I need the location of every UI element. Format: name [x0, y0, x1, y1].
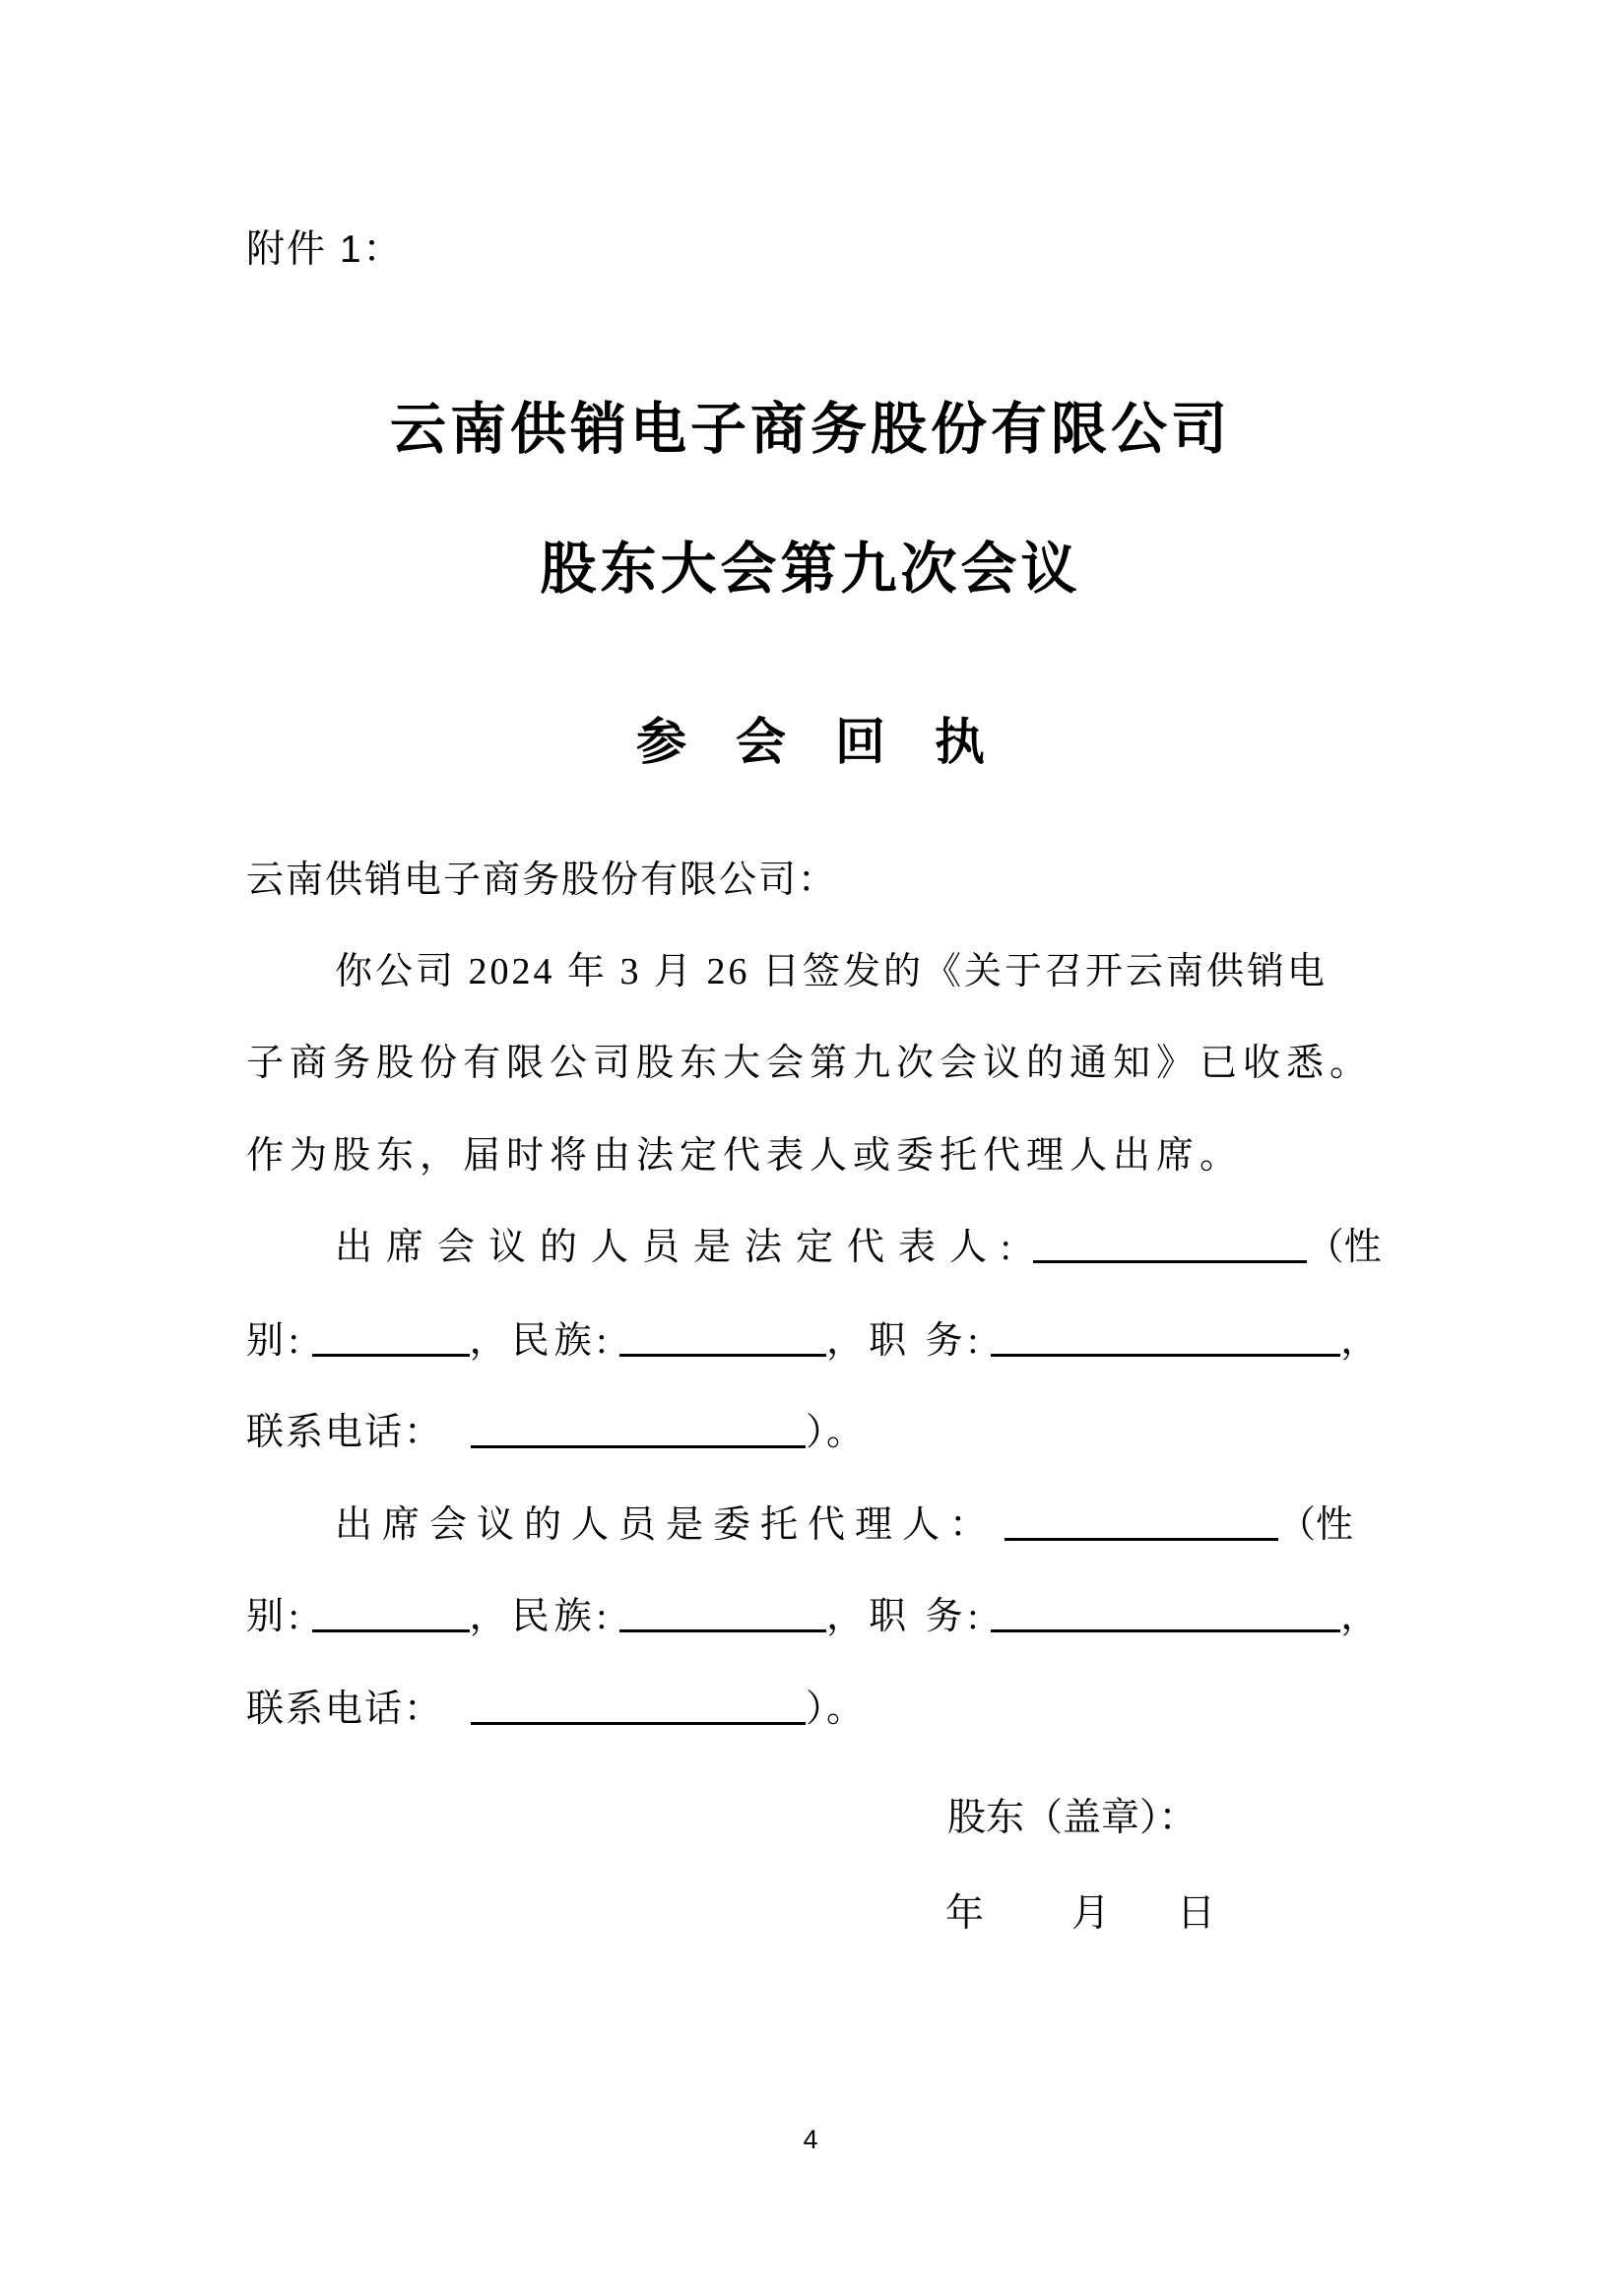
phone-blank — [471, 1413, 806, 1448]
proxy-detail-line — [246, 1585, 1383, 1639]
trailing-comma: ， — [1340, 1320, 1384, 1362]
document-title-line1: 云南供销电子商务股份有限公司 — [390, 399, 1231, 461]
salutation-line: 云南供销电子商务股份有限公司： — [246, 860, 838, 901]
proxy-lead: 出席会议的人员是委托代理人： — [335, 1504, 998, 1546]
legal-rep-name-blank — [1033, 1228, 1307, 1263]
ethnicity-label: ，民族: — [469, 1596, 613, 1637]
ethnicity-blank — [619, 1597, 826, 1632]
document-title-line2: 股东大会第九次会议 — [540, 539, 1081, 601]
paragraph-line-1: 你公司 2024 年 3 月 26 日签发的《关于召开云南供销电 — [335, 951, 1329, 992]
attachment-label: 附件 1： — [246, 228, 404, 271]
phone-label: 联系电话： — [246, 1412, 444, 1453]
shareholder-stamp-label: 股东（盖章）： — [947, 1797, 1198, 1839]
job-title-label: ，职 务: — [826, 1320, 984, 1362]
proxy-after-blank: （性 — [1278, 1504, 1354, 1546]
date-month-label: 月 — [1071, 1892, 1111, 1935]
phone-close: ）。 — [806, 1412, 867, 1453]
page-number: 4 — [803, 2125, 818, 2154]
job-title-blank — [991, 1597, 1340, 1632]
gender-label: 别: — [246, 1320, 304, 1362]
document-subtitle: 参会回执 — [635, 716, 1034, 771]
ethnicity-label: ，民族: — [469, 1320, 613, 1362]
phone-label: 联系电话： — [246, 1689, 444, 1730]
gender-blank — [312, 1321, 470, 1357]
job-title-label: ，职 务: — [826, 1596, 984, 1637]
gender-label: 别: — [246, 1596, 304, 1637]
ethnicity-blank — [619, 1321, 826, 1357]
legal-rep-lead: 出席会议的人员是法定代表人: — [335, 1227, 1025, 1268]
date-year-label: 年 — [945, 1892, 985, 1935]
paragraph-line-2: 子商务股份有限公司股东大会第九次会议的通知》已收悉。 — [246, 1043, 1374, 1084]
gender-blank — [312, 1597, 470, 1632]
date-day-label: 日 — [1177, 1892, 1216, 1935]
legal-rep-detail-line — [246, 1309, 1383, 1364]
proxy-name-blank — [1005, 1505, 1278, 1541]
proxy-line — [335, 1494, 1353, 1548]
job-title-blank — [991, 1321, 1340, 1357]
legal-rep-after-blank: （性 — [1306, 1227, 1382, 1268]
phone-close: ）。 — [806, 1689, 867, 1730]
legal-rep-line — [335, 1216, 1382, 1270]
trailing-comma: ， — [1340, 1596, 1384, 1637]
legal-rep-phone-line — [246, 1401, 866, 1455]
proxy-phone-line — [246, 1678, 866, 1732]
paragraph-line-3: 作为股东，届时将由法定代表人或委托代理人出席。 — [246, 1135, 1244, 1177]
phone-blank — [471, 1690, 806, 1725]
